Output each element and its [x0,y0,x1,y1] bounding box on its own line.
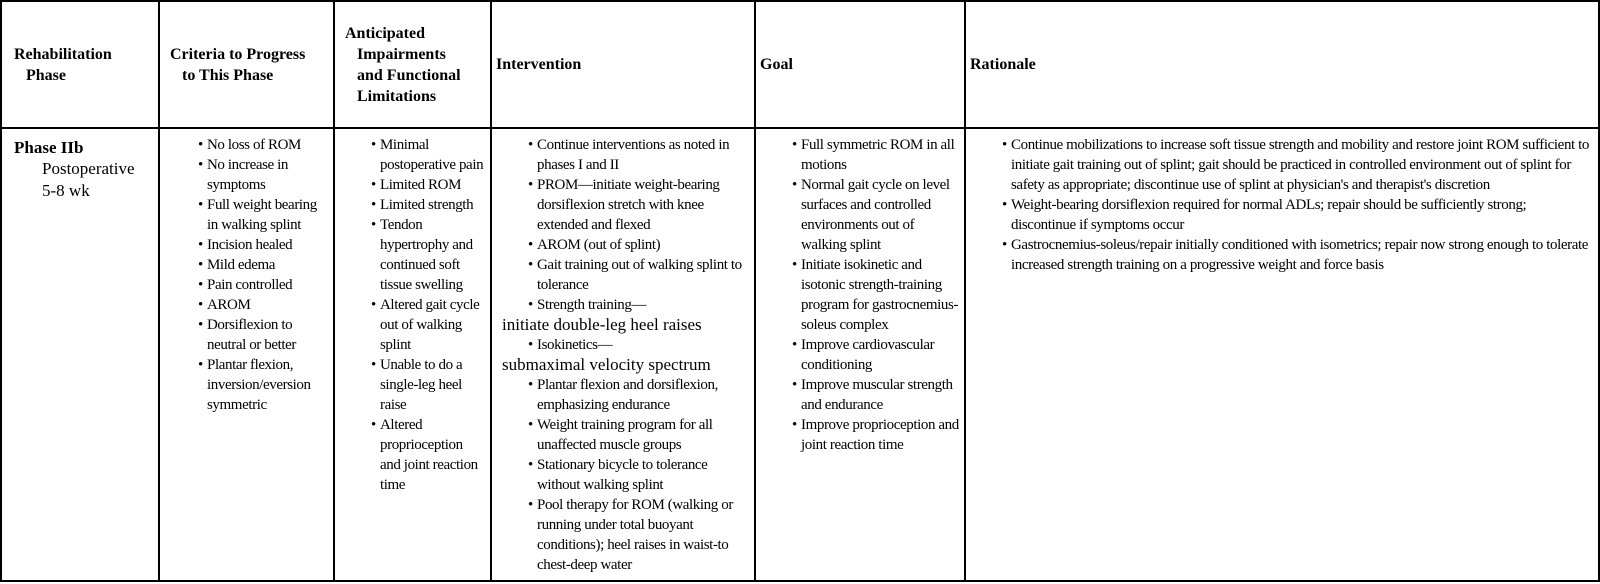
intervention-list-b [492,335,754,355]
intervention-item: • PROM—initiate weight-bearing dorsiflexion stretch with knee extended and flexed [528,175,750,235]
criteria-item: • Pain controlled [198,275,329,295]
phase-title: Phase IIb [14,138,84,157]
impairment-item: • Limited ROM [371,175,486,195]
rationale-item: • Gastrocnemius-soleus/repair initially conditioned with isometrics; repair now strong enough to tolerate increased strength training on a progressive weight and force basis [1002,235,1594,275]
header-goal: Goal [755,1,965,128]
goal-item: • Normal gait cycle on level surfaces and controlled environments out of walking splint [792,175,960,255]
intervention-item: • Isokinetics— [528,335,750,355]
goal-item: • Improve muscular strength and endurance [792,375,960,415]
rationale-cell [965,128,1599,581]
intervention-item: • Weight training program for all unaffected muscle groups [528,415,750,455]
goal-item: • Full symmetric ROM in all motions [792,135,960,175]
phase-subtitle: Postoperative [42,159,135,178]
goal-item: • Improve cardiovascular conditioning [792,335,960,375]
header-criteria: Criteria to Progress to This Phase [159,1,334,128]
intervention-item: • Continue interventions as noted in phases I and II [528,135,750,175]
impairment-item: • Tendon hypertrophy and continued soft tissue swelling [371,215,486,295]
impairments-cell [334,128,491,581]
goal-list [756,129,964,455]
header-phase: Rehabilitation Phase [1,1,159,128]
criteria-cell [159,128,334,581]
criteria-item: • Dorsiflexion to neutral or better [198,315,329,355]
criteria-item: • Full weight bearing in walking splint [198,195,329,235]
intervention-item: • AROM (out of splint) [528,235,750,255]
goal-cell [755,128,965,581]
goal-item: • Initiate isokinetic and isotonic strength-training program for gastrocnemius-soleus complex [792,255,960,335]
criteria-item: • No increase in symptoms [198,155,329,195]
phase-cell [1,128,159,581]
rationale-list [966,129,1598,275]
impairment-item: • Minimal postoperative pain [371,135,486,175]
intervention-item: • Pool therapy for ROM (walking or running under total buoyant conditions); heel raises in waist-to chest-deep water [528,495,750,575]
goal-item: • Improve proprioception and joint reaction time [792,415,960,455]
criteria-item: • Mild edema [198,255,329,275]
phase-duration: 5-8 wk [42,181,90,200]
impairments-list [335,129,490,495]
criteria-list [160,129,333,415]
intervention-item: • Strength training— [528,295,750,315]
impairment-item: • Limited strength [371,195,486,215]
intervention-item: • Plantar flexion and dorsiflexion, emphasizing endurance [528,375,750,415]
header-intervention: Intervention [491,1,755,128]
criteria-item: • AROM [198,295,329,315]
header-row [1,1,1599,128]
header-impairments: Anticipated Impairments and Functional Limitations [334,1,491,128]
intervention-detail: initiate double-leg heel raises [502,315,702,334]
intervention-list-a [492,129,754,315]
intervention-detail: submaximal velocity spectrum [502,355,711,374]
phase-row [1,128,1599,581]
impairment-item: • Altered gait cycle out of walking splint [371,295,486,355]
impairment-item: • Altered proprioception and joint reaction time [371,415,486,495]
intervention-item: • Gait training out of walking splint to tolerance [528,255,750,295]
criteria-item: • Incision healed [198,235,329,255]
rationale-item: • Weight-bearing dorsiflexion required for normal ADLs; repair should be sufficiently strong; discontinue if symptoms occur [1002,195,1594,235]
impairment-item: • Unable to do a single-leg heel raise [371,355,486,415]
intervention-cell [491,128,755,581]
intervention-item: • Stationary bicycle to tolerance without walking splint [528,455,750,495]
criteria-item: • No loss of ROM [198,135,329,155]
rationale-item: • Continue mobilizations to increase soft tissue strength and mobility and restore joint ROM sufficient to initiate gait training out of splint; gait should be practiced in controlled environment out of splint for safety as appropriate; discontinue use of splint at physician's and therapist's discretion [1002,135,1594,195]
header-rationale: Rationale [965,1,1599,128]
criteria-item: • Plantar flexion, inversion/eversion symmetric [198,355,329,415]
intervention-list-c [492,375,754,575]
